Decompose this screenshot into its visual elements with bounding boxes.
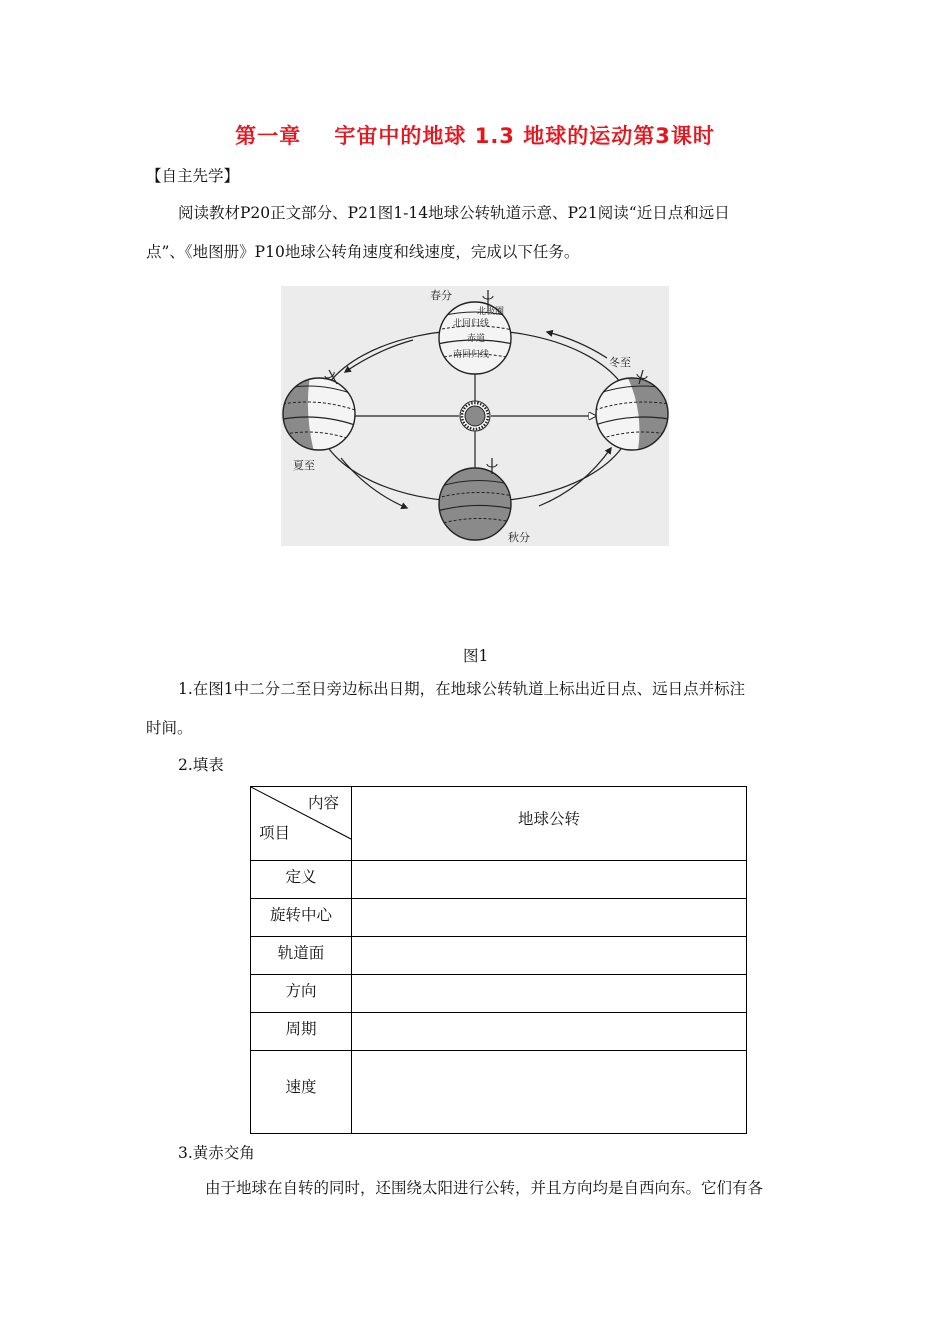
row-label-speed: 速度 (251, 1051, 352, 1134)
label-winter-solstice: 冬至 (609, 356, 631, 369)
label-arctic-circle: 北极圈 (477, 307, 505, 317)
earth-orbit-diagram (281, 286, 669, 546)
question-2: 2.填表 (178, 756, 224, 774)
question-1-line-1: 1.在图1中二分二至日旁边标出日期，在地球公转轨道上标出近日点、远日点并标注 (178, 680, 746, 698)
figure-caption: 图1 (463, 647, 489, 665)
section-heading: 【自主先学】 (146, 167, 240, 185)
intro-line-2: 点”、《地图册》P10地球公转角速度和线速度，完成以下任务。 (146, 243, 580, 261)
row-label-period: 周期 (251, 1013, 352, 1051)
page-title: 第一章 宇宙中的地球 1.3 地球的运动第3课时 (235, 124, 715, 148)
label-autumn-equinox: 秋分 (508, 531, 530, 544)
column-header-earth-revolution: 地球公转 (352, 787, 747, 861)
answer-cell-rotation-center[interactable] (352, 899, 747, 937)
row-label-orbital-plane: 轨道面 (251, 937, 352, 975)
question-3-text: 由于地球在自转的同时，还围绕太阳进行公转，并且方向均是自西向东。它们有各 (205, 1179, 764, 1197)
earth-revolution-table (250, 786, 747, 1134)
label-tropic-north: 北回归线 (453, 319, 490, 329)
intro-line-1: 阅读教材P20正文部分、P21图1-14地球公转轨道示意、P21阅读“近日点和远日 (178, 204, 730, 222)
corner-label-content: 内容 (307, 794, 339, 812)
answer-cell-direction[interactable] (352, 975, 747, 1013)
row-label-definition: 定义 (251, 861, 352, 899)
label-spring-equinox: 春分 (430, 289, 452, 302)
label-summer-solstice: 夏至 (293, 459, 315, 472)
question-1-line-2: 时间。 (146, 719, 193, 737)
corner-label-item: 项目 (259, 824, 291, 842)
answer-cell-definition[interactable] (352, 861, 747, 899)
row-label-rotation-center: 旋转中心 (251, 899, 352, 937)
sun-icon (460, 401, 490, 431)
label-tropic-south: 南回归线 (453, 350, 490, 360)
row-label-direction: 方向 (251, 975, 352, 1013)
table-corner-cell (251, 787, 352, 861)
label-equator: 赤道 (467, 334, 486, 344)
answer-cell-period[interactable] (352, 1013, 747, 1051)
answer-cell-speed[interactable] (352, 1051, 747, 1134)
question-3: 3.黄赤交角 (178, 1144, 255, 1162)
answer-cell-orbital-plane[interactable] (352, 937, 747, 975)
